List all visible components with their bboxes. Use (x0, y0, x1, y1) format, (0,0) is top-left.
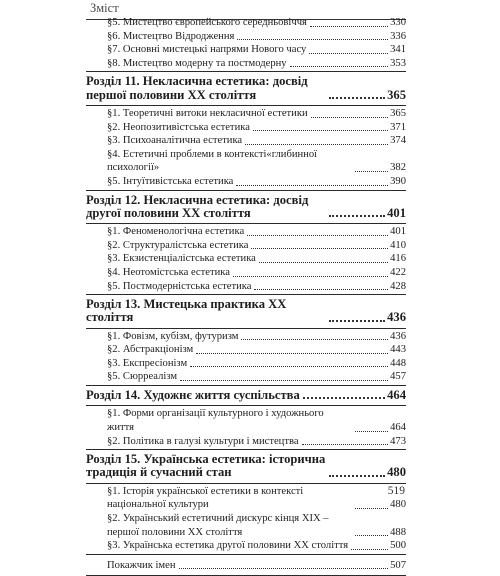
toc-entry-page: 464 (387, 388, 406, 403)
dot-leader (251, 248, 388, 249)
toc-entry-title: §1. Теоретичні витоки некласичної естетики (107, 107, 308, 119)
toc-section-entry[interactable] (86, 134, 406, 148)
dot-leader (329, 97, 385, 99)
toc-entry-page: 448 (390, 357, 406, 369)
toc-entry-title: §3. Психоаналітична естетика (107, 135, 243, 147)
chapter-divider (86, 71, 406, 72)
dot-leader (179, 568, 389, 569)
toc-entry-page: 480 (387, 465, 406, 480)
toc-entry-title: §5. Сюрреалізм (107, 371, 178, 383)
toc-entry-title: Покажчик імен (107, 559, 176, 571)
chapter-divider (86, 385, 406, 386)
toc-entry-title: §7. Основні мистецькі напрями Нового часу (107, 44, 307, 56)
toc-entry-title: §2. Неопозитивістська естетика (107, 121, 250, 133)
dot-leader (196, 353, 388, 354)
toc-entry-title: Розділ 13. Мистецька практика XX століття (86, 297, 287, 325)
toc-entry-page: 422 (390, 266, 406, 278)
toc-entry-page: 410 (390, 239, 406, 251)
toc-entry-title: §2. Український естетичний дискурс кінця XIX – першої половини XX століття (107, 512, 329, 538)
toc-entry-title: §2. Політика в галузі культури і мистецтва (107, 435, 299, 447)
toc-entry-page: 401 (387, 205, 406, 220)
chapter-divider (86, 328, 406, 329)
toc-section-entry[interactable] (86, 357, 406, 371)
toc-entry-title: §8. Мистецтво модерну та постмодерну (107, 57, 287, 69)
toc-entry-page: 401 (390, 226, 406, 238)
toc-entry-page: 488 (390, 526, 406, 538)
toc-entry-page: 500 (390, 540, 406, 552)
chapter-divider (86, 105, 406, 106)
dot-leader (329, 475, 385, 477)
toc-entry-title: §1. Феноменологічна естетика (107, 226, 245, 238)
toc-entry-title: §6. Мистецтво Відродження (107, 30, 235, 42)
toc-section-entry[interactable] (86, 30, 406, 44)
toc-entry-page: 416 (390, 253, 406, 265)
toc-section-entry[interactable] (86, 43, 406, 57)
toc-section-entry[interactable] (86, 407, 406, 434)
dot-leader (355, 508, 388, 509)
toc-entry-title: §1. Фовізм, кубізм, футуризм (107, 330, 239, 342)
dot-leader (309, 53, 388, 54)
dot-leader (355, 431, 388, 432)
toc-entry-title: §2. Структуралістська естетика (107, 239, 249, 251)
dot-leader (241, 339, 388, 340)
toc-section-entry[interactable] (86, 107, 406, 121)
toc-section-entry[interactable] (86, 148, 406, 175)
chapter-divider (86, 294, 406, 295)
toc-chapter-entry[interactable] (86, 192, 406, 223)
toc-entry-page: 374 (390, 135, 406, 147)
toc-index-entry[interactable] (86, 559, 406, 573)
toc-section-entry[interactable] (86, 539, 406, 553)
page-number: 519 (387, 485, 405, 497)
toc-entry-page: 365 (390, 107, 406, 119)
toc-section-entry[interactable] (86, 512, 406, 539)
toc-section-entry[interactable] (86, 435, 406, 449)
toc-entry-page: 336 (390, 30, 406, 42)
toc-section-entry[interactable] (86, 252, 406, 266)
toc-section-entry[interactable] (86, 121, 406, 135)
toc-entry-page: 443 (390, 344, 406, 356)
toc-chapter-entry[interactable] (86, 451, 406, 482)
toc-section-entry[interactable] (86, 485, 406, 512)
dot-leader (355, 535, 388, 536)
toc-entry-page: 507 (390, 559, 406, 571)
dot-leader (233, 276, 388, 277)
toc-entry-page: 480 (390, 499, 406, 511)
toc-section-entry[interactable] (86, 370, 406, 384)
running-head-title: Зміст (90, 1, 119, 15)
dot-leader (253, 130, 388, 131)
chapter-divider (86, 223, 406, 224)
chapter-divider (86, 483, 406, 484)
dot-leader (237, 39, 388, 40)
toc-section-entry[interactable] (86, 175, 406, 189)
dot-leader (236, 185, 388, 186)
toc-entry-page: 341 (390, 44, 406, 56)
toc-entry-title: §4. Естетичні проблеми в контексті«глибинної психології» (107, 148, 318, 174)
chapter-divider (86, 449, 406, 450)
toc-section-entry[interactable] (86, 57, 406, 71)
dot-leader (329, 215, 385, 217)
dot-leader (329, 320, 385, 322)
toc-section-entry[interactable] (86, 225, 406, 239)
toc-entry-page: 365 (387, 87, 406, 102)
toc-section-entry[interactable] (86, 239, 406, 253)
dot-leader (303, 397, 385, 399)
toc-chapter-entry[interactable] (86, 296, 406, 327)
toc-entry-title: §5. Інтуїтивістська естетика (107, 175, 234, 187)
dot-leader (245, 144, 388, 145)
dot-leader (311, 117, 388, 118)
toc-entry-title: §5. Мистецтво європейського середньовіччя (107, 17, 307, 28)
dot-leader (259, 262, 388, 263)
dot-leader (310, 26, 388, 27)
toc-entry-title: Розділ 14. Художнє життя суспільства (86, 388, 300, 403)
toc-entry-page: 382 (390, 162, 406, 174)
toc-chapter-entry[interactable] (86, 387, 406, 404)
toc-entry-page: 428 (390, 280, 406, 292)
dot-leader (190, 366, 388, 367)
toc-entry-title: §2. Абстракціонізм (107, 344, 194, 356)
toc-entry-title: Розділ 11. Некласична естетика: досвід першої половини XX століття (86, 74, 308, 102)
toc-section-entry[interactable] (86, 280, 406, 294)
toc-entry-title: §1. Історія української естетики в контексті національної культури (107, 485, 304, 511)
dot-leader (180, 380, 388, 381)
chapter-divider (86, 190, 406, 191)
dot-leader (302, 444, 389, 445)
dot-leader (247, 235, 388, 236)
table-of-contents (86, 16, 406, 576)
toc-entry-page: 436 (390, 330, 406, 342)
toc-entry-page: 330 (390, 17, 406, 28)
chapter-divider (86, 405, 406, 406)
toc-entry-page: 390 (390, 175, 406, 187)
toc-section-entry[interactable] (86, 330, 406, 344)
toc-entry-page: 371 (390, 121, 406, 133)
toc-entry-title: §3. Екзистенціалістська естетика (107, 253, 256, 265)
dot-leader (254, 289, 388, 290)
index-divider (86, 554, 406, 555)
toc-section-entry[interactable] (86, 343, 406, 357)
toc-entry-title: Розділ 12. Некласична естетика: досвід другої половини XX століття (86, 192, 309, 220)
toc-entry-page: 473 (390, 435, 406, 447)
toc-entry-page: 457 (390, 371, 406, 383)
toc-entry-title: §4. Неотомістська естетика (107, 266, 230, 278)
toc-entry-page: 353 (390, 57, 406, 69)
toc-chapter-entry[interactable] (86, 73, 406, 104)
toc-entry-title: §3. Українська естетика другої половини XX століття (107, 540, 349, 552)
toc-entry-page: 436 (387, 310, 406, 325)
toc-section-entry[interactable] (86, 16, 406, 30)
toc-entry-title: §5. Постмодерністська естетика (107, 280, 252, 292)
dot-leader (355, 171, 388, 172)
toc-entry-title: §1. Форми організації культурного і художнього життя (107, 408, 324, 433)
dot-leader (351, 549, 388, 550)
dot-leader (290, 66, 389, 67)
toc-entry-page: 464 (390, 421, 406, 433)
toc-entry-title: Розділ 15. Українська естетика: історична традиція й сучасний стан (86, 452, 326, 480)
toc-entry-title: §3. Експресіонізм (107, 357, 188, 369)
toc-section-entry[interactable] (86, 266, 406, 280)
